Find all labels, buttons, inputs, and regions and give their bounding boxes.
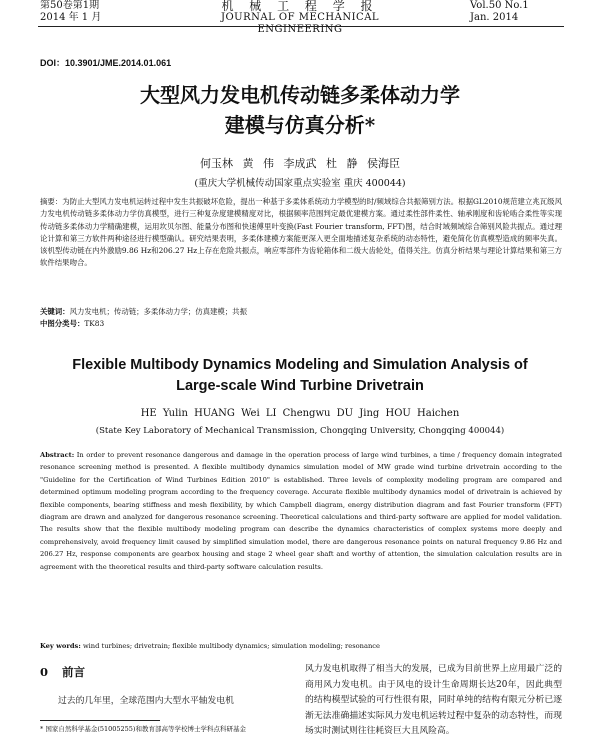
running-header xyxy=(0,0,600,35)
keywords-cn-text: 风力发电机；传动链；多柔体动力学；仿真建模；共振 xyxy=(69,307,247,316)
keywords-en-label: Key words: xyxy=(40,642,81,650)
journal-name-cn: 机 械 工 程 学 报 xyxy=(221,0,379,13)
volume-date: Jan. 2014 xyxy=(470,12,519,23)
keywords-en xyxy=(40,640,562,652)
footnote-rule xyxy=(40,720,160,721)
classification-cn xyxy=(40,318,562,330)
body-column-left xyxy=(40,662,290,708)
journal-name-en: JOURNAL OF MECHANICAL ENGINEERING xyxy=(220,12,380,35)
keywords-cn xyxy=(40,306,562,318)
title-cn-line2: 建模与仿真分析* xyxy=(224,113,376,137)
issue-date: 2014 年 1 月 xyxy=(40,12,102,23)
title-en-line2: Large-scale Wind Turbine Drivetrain xyxy=(176,378,424,394)
classification-label: 中图分类号： xyxy=(40,319,85,328)
authors-cn: 何玉林 黄 伟 李成武 杜 静 侯海臣 xyxy=(200,157,400,170)
title-en-line1: Flexible Multibody Dynamics Modeling and Simulation Analysis of xyxy=(72,357,528,373)
issue-volume: 第50卷第1期 xyxy=(40,0,100,11)
title-cn-line1: 大型风力发电机传动链多柔体动力学 xyxy=(140,83,460,107)
keywords-cn-label: 关键词： xyxy=(40,307,70,316)
header-rule xyxy=(38,26,564,27)
section-heading xyxy=(40,664,290,680)
affiliation-en: (State Key Laboratory of Mechanical Transmission, Chongqing University, Chongqing 400044) xyxy=(95,426,505,436)
issue-info xyxy=(40,0,101,24)
journal-name xyxy=(185,0,415,36)
doi: DOI：10.3901/JME.2014.01.061 xyxy=(40,58,172,68)
section-title: 前言 xyxy=(62,665,85,679)
abstract-en-label: Abstract: xyxy=(40,451,75,459)
classification-code: TK83 xyxy=(84,319,105,328)
keywords-en-text: wind turbines; drivetrain; flexible multibody dynamics; simulation modeling; resonance xyxy=(82,642,380,650)
abstract-en-text: In order to prevent resonance dangerous and damage in the operation process of large wind turbines, a time / frequency domain integrated resonance screening method is presented. A flexible multibody dynamics simulation model of MW grade wind turbine drivetrain according to the "Guideline for the Certification of Wind Turbines Edition 2010" is established. Three levels of complexity modeling program are compared and determined optimum modeling program according to the frequency coverage. Accurate flexible multibody dynamics model of drivetrain is achieved by flexible components, bearing stiffness and mesh flexibility, by which Campbell diagram, energy distribution diagram and fast Fourier transform (FFT) diagram are drawn and analyzed for dangerous resonance screening. Theoretical calculations and third-party software are applied for model validation. The results show that the flexible multibody modeling program can describe the dynamics characteristics of complex systems more deeply and comprehensively, avoid frequency limit caused by simplified simulation model, there are dangerous resonance points on natural frequency 9.86 Hz and 206.27 Hz, response components are gearbox housing and stage 2 wheel gear shaft and worthy of attention, the simulation calculation results are in agreement with the theoretical results and third-party software calculation results. xyxy=(40,451,562,571)
affiliation-cn: (重庆大学机械传动国家重点实验室 重庆 400044) xyxy=(194,178,406,189)
intro-paragraph-start: 过去的几年里，全球范围内大型水平轴发电机 xyxy=(58,696,234,706)
footnote: * 国家自然科学基金(51005255)和教育部高等学校博士学科点科研基金 xyxy=(40,725,246,733)
volume-info xyxy=(470,0,529,24)
abstract-cn: 摘要：为防止大型风力发电机运转过程中发生共振破坏危险，提出一种基于多柔体系统动力学模型的时/频域综合共振筛别方法。根据GL2010规范建立兆瓦级风力发电机传动链多柔体动力学仿真模型，进行三种复杂度建模精度对比，根据频率范围判定最优建模方案。通过柔性部件柔性、轴承刚度和齿轮啮合柔性等实现传动链多柔体动力学精确建模，运用坎贝尔图、能量分布图和快速傅里叶变换(Fast Fourier transform, FFT)图，结合时域频域综合筛别风险共振点。通过理论计算和第三方软件两种途径进行模型确认。研究结果表明，多柔体建模方案能更深入更全面地描述复杂系统的动态特性，避免简化仿真模型造成的频率失真。该机型传动链在内外激励9.86 Hz和206.27 Hz上存在危险共振点，响应零部件为齿轮箱体和二级大齿轮处，值得关注。仿真分析结果与理论计算结果和第三方软件结果吻合。 xyxy=(40,197,562,268)
volume-number: Vol.50 No.1 xyxy=(470,0,529,11)
title-cn xyxy=(40,80,560,140)
section-number: 0 xyxy=(40,665,49,679)
title-en xyxy=(40,355,560,397)
abstract-en xyxy=(40,449,562,573)
body-column-right: 风力发电机取得了相当大的发展，已成为目前世界上应用最广泛的商用风力发电机。由于风电的设计生命周期长达20年，因此典型的结构模型试验的可行性很有限，同时单纯的结构有限元分析已逐渐无法准确描述实际风力发电机运转过程中复杂的动态特性，而现场实时测试则往往耗资巨大且风险高。 xyxy=(305,664,562,737)
authors-en: HE Yulin HUANG Wei LI Chengwu DU Jing HOU Haichen xyxy=(140,408,460,419)
